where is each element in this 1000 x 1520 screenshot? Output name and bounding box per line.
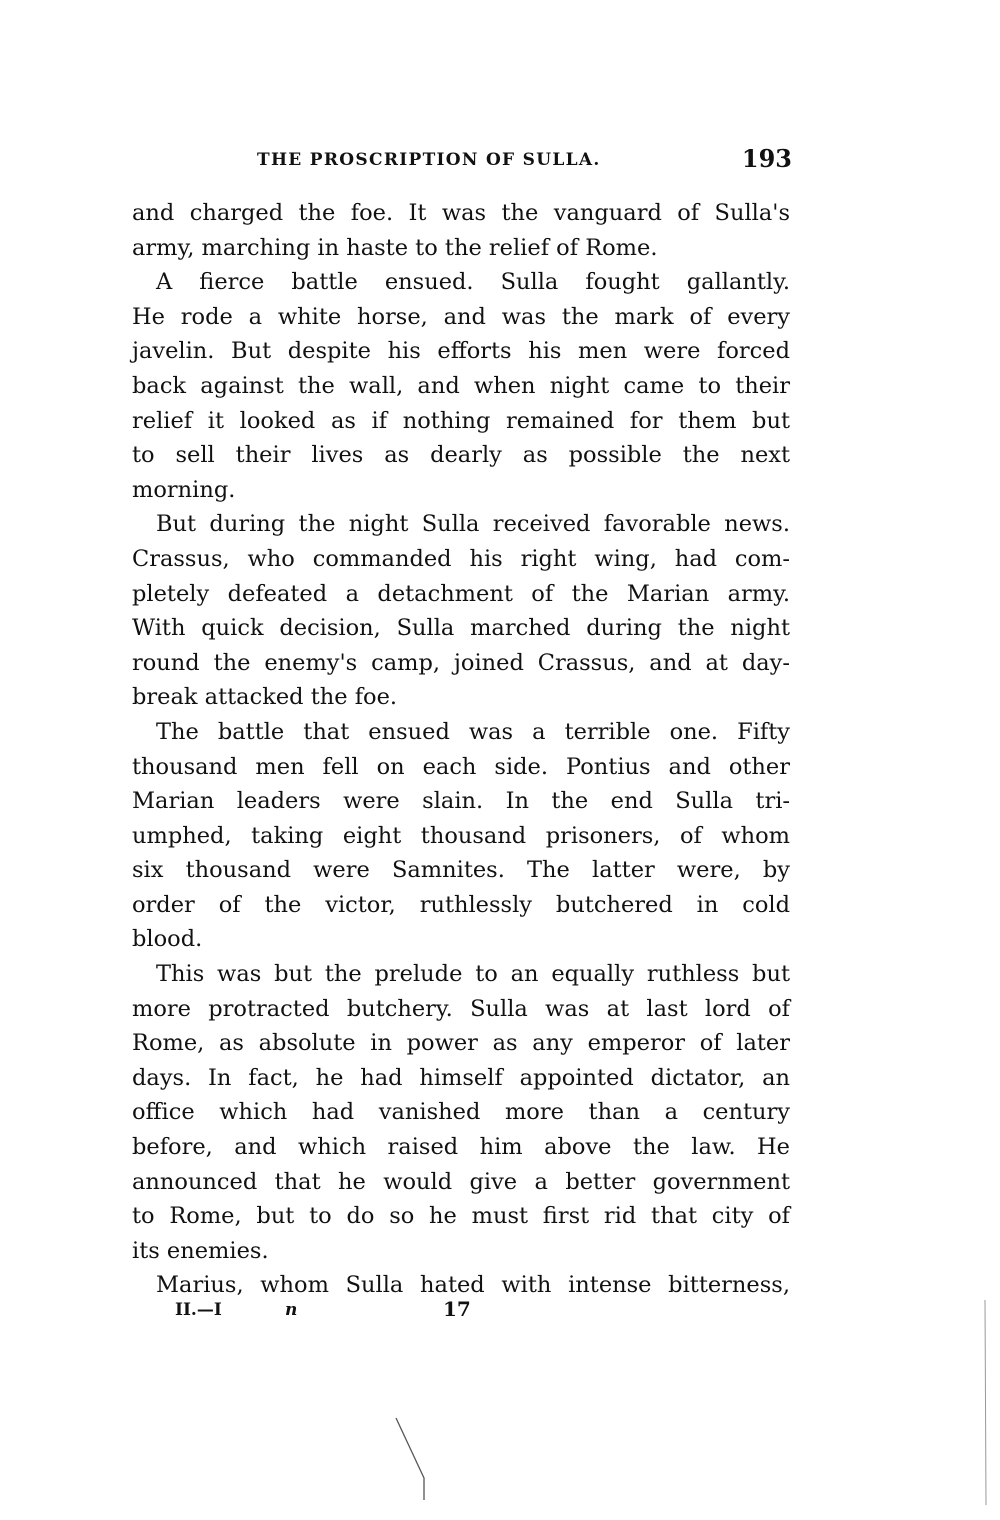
- text-line: javelin. But despite his efforts his men were forced: [132, 338, 790, 365]
- scan-stroke: [396, 1418, 424, 1500]
- text-line: announced that he would give a better government: [132, 1168, 790, 1195]
- signature-mark: II.—I: [175, 1300, 222, 1320]
- text-line: Marian leaders were slain. In the end Sulla tri-: [132, 788, 790, 815]
- running-title: THE PROSCRIPTION OF SULLA.: [257, 150, 601, 170]
- text-line: He rode a white horse, and was the mark of every: [132, 303, 790, 330]
- text-line: This was but the prelude to an equally ruthless but: [156, 961, 790, 988]
- scan-edge-line: [985, 1300, 986, 1505]
- text-line: order of the victor, ruthlessly butchered in cold: [132, 891, 790, 918]
- text-line: before, and which raised him above the law. He: [132, 1134, 790, 1161]
- text-line: The battle that ensued was a terrible one. Fifty: [156, 718, 790, 745]
- text-line: army, marching in haste to the relief of Rome.: [132, 234, 658, 261]
- sheet-number: 17: [443, 1297, 471, 1321]
- text-line: Rome, as absolute in power as any emperor of later: [132, 1030, 790, 1057]
- text-line: to Rome, but to do so he must first rid that city of: [132, 1203, 790, 1230]
- text-line: office which had vanished more than a century: [132, 1099, 790, 1126]
- text-line: umphed, taking eight thousand prisoners, of whom: [132, 822, 790, 849]
- text-line: With quick decision, Sulla marched during the night: [132, 615, 790, 642]
- text-line: days. In fact, he had himself appointed dictator, an: [132, 1064, 790, 1091]
- text-line: and charged the foe. It was the vanguard of Sulla's: [132, 200, 790, 226]
- page-number: 193: [741, 144, 792, 173]
- text-line: blood.: [132, 926, 203, 953]
- text-line: round the enemy's camp, joined Crassus, and at day-: [132, 649, 790, 676]
- text-line: Crassus, who commanded his right wing, had com-: [132, 545, 790, 572]
- text-line: more protracted butchery. Sulla was at last lord of: [132, 995, 790, 1022]
- text-line: But during the night Sulla received favorable news.: [156, 511, 790, 538]
- text-line: its enemies.: [132, 1237, 269, 1264]
- text-line: morning.: [132, 476, 236, 503]
- text-line: A fierce battle ensued. Sulla fought gallantly.: [156, 269, 790, 296]
- text-line: break attacked the foe.: [132, 684, 398, 711]
- text-line: thousand men fell on each side. Pontius and other: [132, 753, 790, 780]
- printer-mark: n: [285, 1300, 298, 1320]
- text-line: to sell their lives as dearly as possible the next: [132, 442, 790, 469]
- text-line: six thousand were Samnites. The latter were, by: [132, 857, 790, 884]
- text-line: Marius, whom Sulla hated with intense bitterness,: [156, 1272, 790, 1299]
- text-line: pletely defeated a detachment of the Marian army.: [132, 580, 790, 607]
- text-line: relief it looked as if nothing remained for them but: [132, 407, 790, 434]
- text-line: back against the wall, and when night came to their: [132, 372, 790, 399]
